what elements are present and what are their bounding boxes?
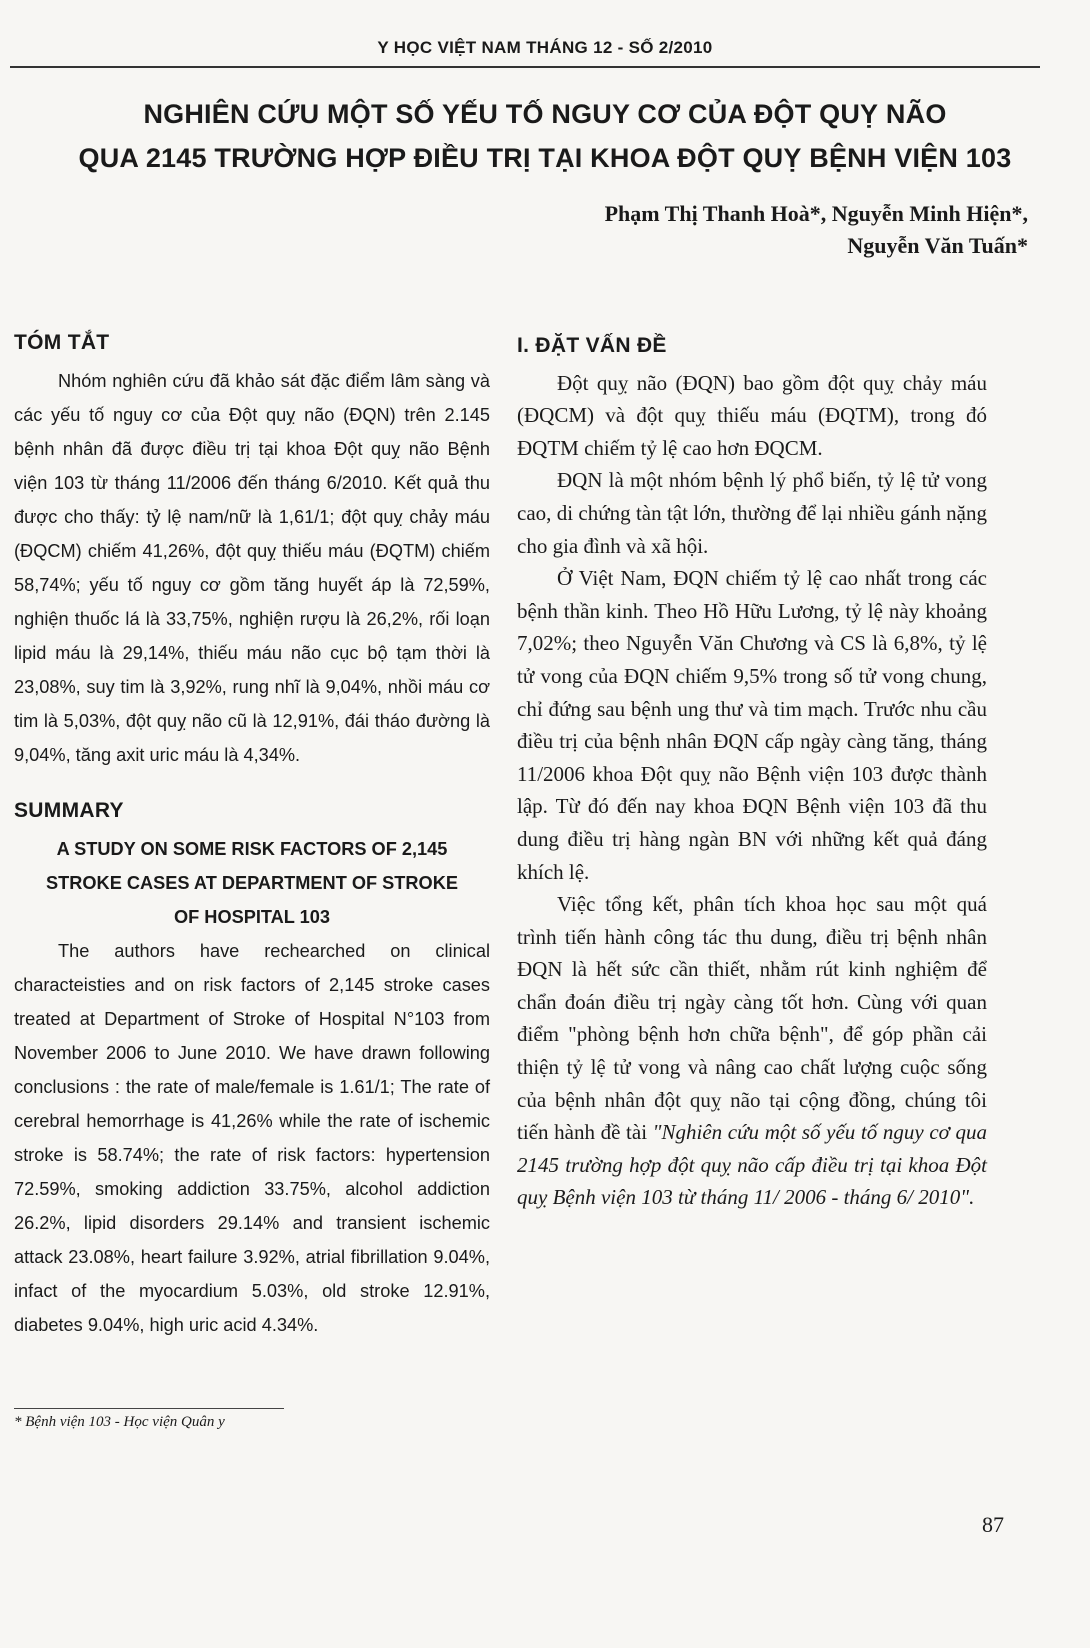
- intro-paragraph-3: Ở Việt Nam, ĐQN chiếm tỷ lệ cao nhất trong các bệnh thần kinh. Theo Hồ Hữu Lương, tỷ lệ này khoảng 7,02%; theo Nguyễn Văn Chương và CS là 6,8%, tỷ lệ tử vong của ĐQN chiếm 9,5% trong số tử vong chung, chỉ đứng sau bệnh ung thư và tim mạch. Trước nhu cầu điều trị của bệnh nhân ĐQN cấp ngày càng tăng, tháng 11/2006 khoa Đột quỵ não Bệnh viện 103 được thành lập. Từ đó đến nay khoa ĐQN Bệnh viện 103 đã thu dung điều trị hàng ngàn BN với những kết quả đáng khích lệ.: [517, 566, 987, 884]
- summary-title-line-2: STROKE CASES AT DEPARTMENT OF STROKE: [46, 873, 458, 893]
- header-rule: [10, 66, 1040, 68]
- summary-title-line-1: A STUDY ON SOME RISK FACTORS OF 2,145: [56, 839, 448, 859]
- footnote: * Bệnh viện 103 - Học viện Quân y: [14, 1414, 225, 1430]
- intro-paragraph-2: ĐQN là một nhóm bệnh lý phổ biến, tỷ lệ tử vong cao, di chứng tàn tật lớn, thường để lại nhiều gánh nặng cho gia đình và xã hội.: [517, 468, 987, 558]
- footnote-rule: [14, 1408, 284, 1409]
- intro-heading: I. ĐẶT VẤN ĐỀ: [517, 334, 667, 357]
- authors-line-2: Nguyễn Văn Tuấn*: [847, 233, 1028, 258]
- right-column: [517, 330, 987, 1214]
- summary-title-line-3: OF HOSPITAL 103: [174, 907, 330, 927]
- intro-paragraph-4: [517, 888, 987, 1214]
- title-line-2: QUA 2145 TRƯỜNG HỢP ĐIỀU TRỊ TẠI KHOA ĐỘT QUỴ BỆNH VIỆN 103: [78, 143, 1012, 173]
- summary-heading: SUMMARY: [14, 799, 124, 822]
- intro-paragraph-4-text: Việc tổng kết, phân tích khoa học sau một quá trình tiến hành công tác thu dung, điều trị bệnh nhân ĐQN là hết sức cần thiết, nhằm rút kinh nghiệm để chẩn đoán điều trị ngày càng tốt hơn. Cùng với quan điểm "phòng bệnh hơn chữa bệnh", để góp phần cải thiện tỷ lệ tử vong và nâng cao chất lượng cuộc sống của bệnh nhân đột quỵ não tại cộng đồng, chúng tôi tiến hành đề tài: [517, 892, 987, 1145]
- running-header: Y HỌC VIỆT NAM THÁNG 12 - SỐ 2/2010: [377, 38, 713, 57]
- authors-line-1: Phạm Thị Thanh Hoà*, Nguyễn Minh Hiện*,: [604, 201, 1028, 226]
- summary-text: The authors have rechearched on clinical characteisties and on risk factors of 2,145 stroke cases treated at Department of Stroke of Hospital N°103 from November 2006 to June 2010. We have drawn following conclusions : the rate of male/female is 1.61/1; The rate of cerebral hemorrhage is 41,26% while the rate of ischemic stroke is 58.74%; the rate of risk factors: hypertension 72.59%, smoking addiction 33.75%, alcohol addiction 26.2%, lipid disorders 29.14% and transient ischemic attack 23.08%, heart failure 3.92%, atrial fibrillation 9.04%, infact of the myocardium 5.03%, old stroke 12.91%, diabetes 9.04%, high uric acid 4.34%.: [14, 941, 490, 1335]
- authors: [605, 198, 1028, 262]
- abstract-vi-text: Nhóm nghiên cứu đã khảo sát đặc điểm lâm sàng và các yếu tố nguy cơ của Đột quỵ não (ĐQN) trên 2.145 bệnh nhân đã được điều trị tại khoa Đột quỵ não Bệnh viện 103 từ tháng 11/2006 đến tháng 6/2010. Kết quả thu được cho thấy: tỷ lệ nam/nữ là 1,61/1; đột quỵ chảy máu (ĐQCM) chiếm 41,26%, đột quỵ thiếu máu (ĐQTM) chiếm 58,74%; yếu tố nguy cơ gồm tăng huyết áp là 72,59%, nghiện thuốc lá là 33,75%, nghiện rượu là 26,2%, rối loạn lipid máu là 29,14%, thiếu máu não cục bộ tạm thời là 23,08%, suy tim là 3,92%, rung nhĩ là 9,04%, nhồi máu cơ tim là 5,03%, đột quỵ não cũ là 12,91%, đái tháo đường là 9,04%, tăng axit uric máu là 4,34%.: [14, 371, 490, 765]
- title-line-1: NGHIÊN CỨU MỘT SỐ YẾU TỐ NGUY CƠ CỦA ĐỘT QUỴ NÃO: [143, 99, 947, 129]
- page-number: 87: [982, 1512, 1004, 1537]
- abstract-vi-heading: TÓM TẮT: [14, 331, 110, 354]
- intro-paragraph-1: Đột quỵ não (ĐQN) bao gồm đột quỵ chảy máu (ĐQCM) và đột quỵ thiếu máu (ĐQTM), trong đó ĐQTM chiếm tỷ lệ cao hơn ĐQCM.: [517, 370, 987, 460]
- article-title: [0, 92, 1090, 180]
- left-column: [14, 326, 490, 1342]
- study-title-italic: "Nghiên cứu một số yếu tố nguy cơ qua 2145 trường hợp đột quỵ não cấp điều trị tại khoa Đột quỵ Bệnh viện 103 từ tháng 11/ 2006 - tháng 6/ 2010".: [517, 1120, 987, 1210]
